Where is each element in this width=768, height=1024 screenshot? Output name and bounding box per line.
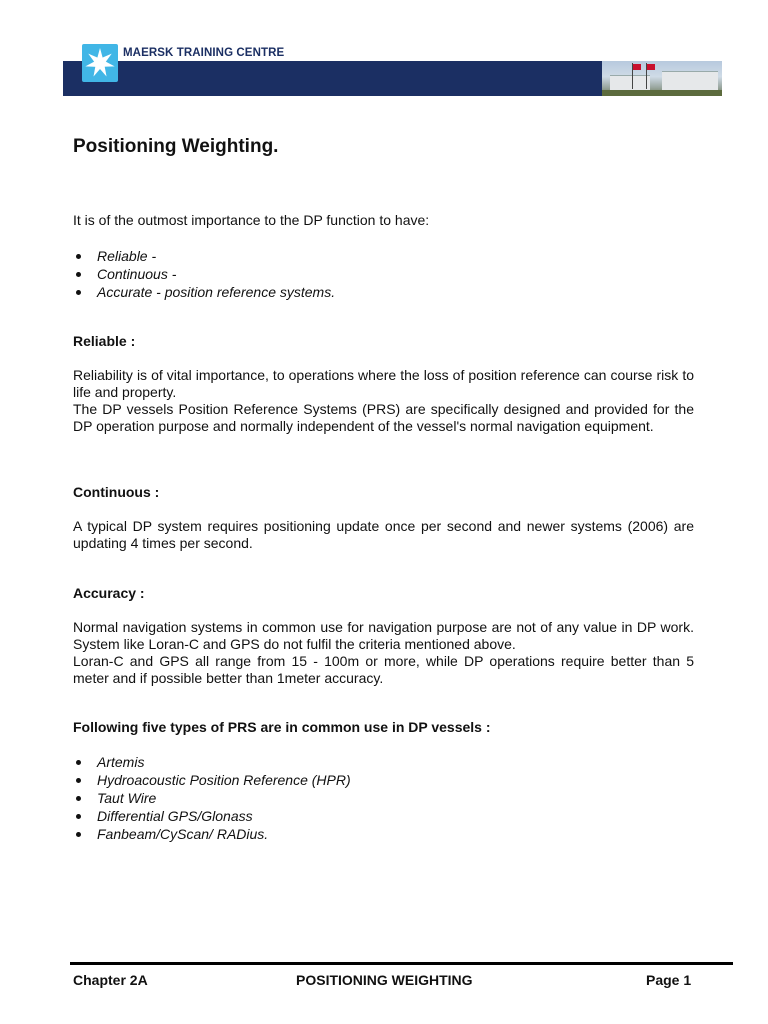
section-heading-reliable: Reliable : [73, 333, 136, 349]
intro-bullet-list [73, 247, 335, 301]
brand-name: MAERSK TRAINING CENTRE [123, 47, 285, 59]
list-item: Continuous - [73, 265, 335, 283]
paragraph: A typical DP system requires positioning update once per second and newer systems (2006) are updating 4 times per second. [73, 518, 694, 551]
intro-text: It is of the outmost importance to the DP function to have: [73, 212, 430, 228]
paragraph: Reliability is of vital importance, to operations where the loss of position reference can course risk to life and property. [73, 367, 694, 400]
section-heading-accuracy: Accuracy : [73, 585, 145, 601]
footer-divider [70, 962, 733, 965]
maersk-star-logo-icon [82, 44, 118, 82]
page-header [0, 0, 768, 100]
paragraph: Normal navigation systems in common use for navigation purpose are not of any value in DP work. System like Loran-C and GPS do not fulfil the criteria mentioned above. [73, 619, 694, 652]
prs-bullet-list [73, 753, 351, 843]
page-title: Positioning Weighting. [73, 136, 279, 157]
list-item: Differential GPS/Glonass [73, 807, 351, 825]
footer-section-title: POSITIONING WEIGHTING [296, 972, 473, 988]
paragraph: The DP vessels Position Reference Systems (PRS) are specifically designed and provided for the DP operation purpose and normally independent of the vessel's normal navigation equipment. [73, 401, 694, 434]
list-item: Taut Wire [73, 789, 351, 807]
list-item: Hydroacoustic Position Reference (HPR) [73, 771, 351, 789]
paragraph: Loran-C and GPS all range from 15 - 100m or more, while DP operations require better than 5 meter and if possible better than 1meter accuracy. [73, 653, 694, 686]
list-item: Artemis [73, 753, 351, 771]
section-heading-continuous: Continuous : [73, 484, 160, 500]
prs-heading: Following five types of PRS are in common use in DP vessels : [73, 719, 491, 735]
footer-chapter: Chapter 2A [73, 972, 148, 988]
list-item: Reliable - [73, 247, 335, 265]
header-building-photo [602, 61, 722, 96]
footer-page-number: Page 1 [646, 972, 692, 988]
list-item: Accurate - position reference systems. [73, 283, 335, 301]
list-item: Fanbeam/CyScan/ RADius. [73, 825, 351, 843]
